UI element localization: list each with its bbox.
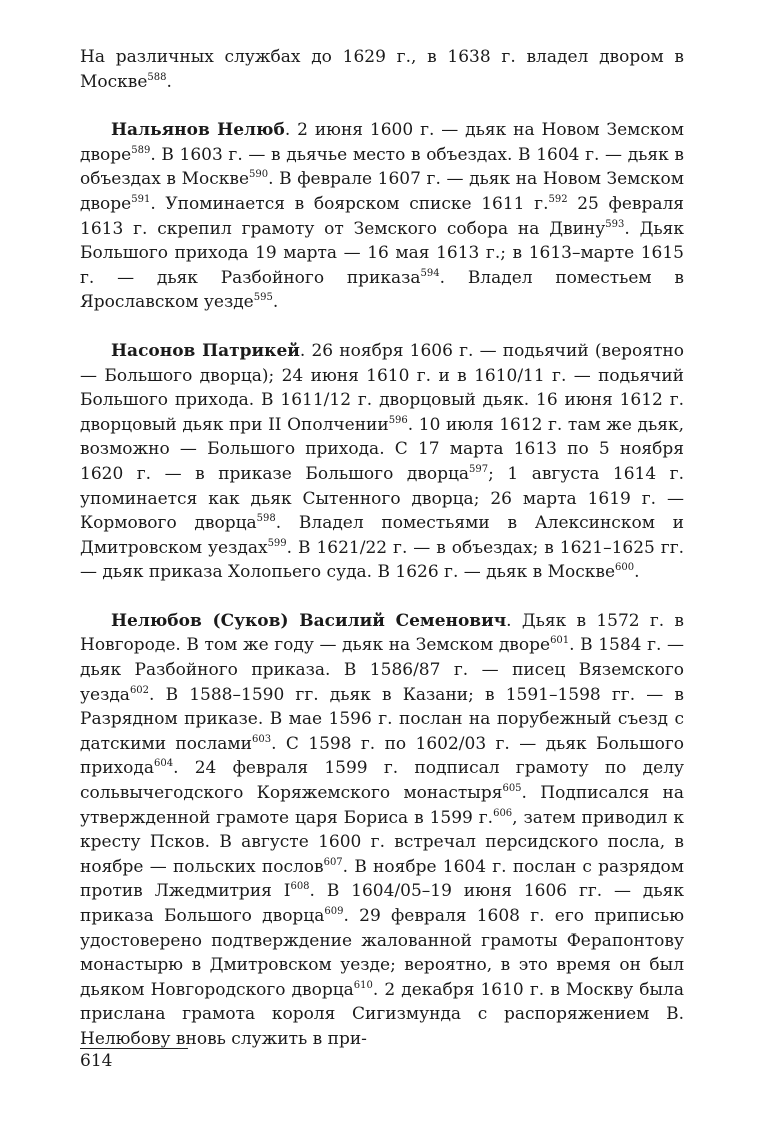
entry-name: Нелюбов (Суков) Василий Семенович (111, 610, 507, 631)
text-run: . Владел поместьями в Алексинском и Дмитровском уездах (80, 513, 684, 558)
footnote-ref: 605 (502, 783, 522, 795)
text-run: . (272, 292, 279, 313)
entry-paragraph (80, 609, 684, 1052)
text-run: . В 1621/22 г. — в объездах; в 1621–1625 гг. — дьяк приказа Холопьего суда. В 1626 г. — дьяк в Москве (80, 537, 685, 583)
footnote-ref: 606 (493, 807, 513, 819)
text-run: , затем приводил к кресту Псков. В августе 1600 г. встречал персидского посла, в ноябре — польских послов (80, 807, 684, 877)
text-run: 25 февраля 1613 г. скрепил грамоту от Земского собора на Двину (80, 193, 685, 239)
text-run: . Подписался на утвержденной грамоте царя Бориса в 1599 г. (80, 783, 684, 828)
footnote-ref: 593 (605, 218, 625, 230)
footnote-ref: 590 (249, 169, 269, 181)
entry-body (80, 611, 684, 1049)
body-text (80, 45, 684, 1052)
footnote-ref: 601 (550, 635, 570, 647)
footer-divider (80, 1048, 188, 1049)
page-number: 614 (80, 1051, 113, 1071)
footnote-ref: 591 (131, 193, 151, 205)
footnote-ref: 603 (252, 733, 272, 745)
intro-paragraph (80, 45, 684, 94)
footnote-ref: 595 (253, 292, 273, 304)
text-run: . В 1584 г. — дьяк Разбойного приказа. В 1586/87 г. — писец Вяземского уезда (80, 635, 684, 705)
text-run: . Упоминается в боярском списке 1611 г. (150, 193, 549, 214)
text-run: . (634, 562, 640, 583)
footnote-ref: 588 (147, 71, 167, 83)
text-run: . В ноябре 1604 г. послан с разрядом против Лжедмитрия I (80, 856, 684, 902)
text-run: . 29 февраля 1608 г. его приписью удостоверено подтверждение жалованной грамоты Ферапонтову монастырю в Дмитровском уезде; вероятно, в это время он был дьяком Новгородского дворца (80, 906, 684, 1000)
text-run: . В феврале 1607 г. — дьяк на Новом Земском дворе (80, 169, 685, 214)
footnote-ref: 592 (548, 193, 568, 205)
entry-body (80, 120, 684, 312)
text-run: . Владел поместьем в Ярославском уезде (80, 267, 684, 313)
text-run: ; 1 августа 1614 г. упоминается как дьяк Сытенного дворца; 26 марта 1619 г. — Кормового дворца (80, 463, 684, 534)
text-run: . В 1588–1590 гг. дьяк в Казани; в 1591–1598 гг. — в Разрядном приказе. В мае 1596 г. послан на порубежный съезд с датскими послами (80, 684, 684, 754)
text-run: . 24 февраля 1599 г. подписал грамоту по делу сольвычегодского Коряжемского монастыря (80, 758, 684, 804)
footnote-ref: 599 (267, 537, 287, 549)
text-run: . Дьяк в 1572 г. в Новгороде. В том же году — дьяк на Земском дворе (80, 610, 684, 656)
text-run: . С 1598 г. по 1602/03 г. — дьяк Большого прихода (80, 733, 684, 779)
footnote-ref: 610 (353, 979, 373, 991)
footnote-ref: 589 (131, 144, 151, 156)
text-run: . 26 ноября 1606 г. — подьячий (вероятно — Большого дворца); 24 июня 1610 г. и в 1610/11 г. — подьячий Большого прихода. В 1611/12 г. дворцовый дьяк. 16 июня 1612 г. дворцовый дьяк при II Ополчении (80, 340, 684, 435)
text-run: . (166, 71, 172, 92)
footnote-ref: 602 (129, 684, 150, 696)
entry-paragraph (80, 118, 684, 315)
footnote-ref: 594 (420, 267, 440, 279)
text-run: . В 1604/05–19 июня 1606 гг. — дьяк приказа Большого дворца (80, 881, 684, 926)
text-run: . Дьяк Большого прихода 19 марта — 16 мая 1613 г.; в 1613–марте 1615 г. — дьяк Разбойного приказа (80, 218, 685, 288)
text-run: . 2 декабря 1610 г. в Москву была прислана грамота короля Сигизмунда с распоряжением В. Нелюбову вновь служить в при- (80, 979, 684, 1049)
footnote-ref: 609 (324, 906, 344, 917)
text-run: На различных службах до 1629 г., в 1638 г. владел двором в Москве (80, 47, 684, 92)
entry-paragraph (80, 339, 684, 585)
footnote-ref: 597 (469, 463, 489, 475)
entry-body (80, 341, 684, 582)
footnote-ref: 598 (256, 513, 276, 525)
text-run: . 2 июня 1600 г. — дьяк на Новом Земском дворе (80, 120, 684, 165)
text-run: . 10 июля 1612 г. там же дьяк, возможно — Большого прихода. С 17 марта 1613 по 5 ноября 1620 г. — в приказе Большого дворца (80, 414, 684, 484)
footnote-ref: 604 (153, 758, 174, 770)
footnote-ref: 596 (388, 414, 408, 426)
footnote-ref: 608 (290, 881, 310, 893)
entry-name: Насонов Патрикей (111, 340, 300, 361)
entry-name: Нальянов Нелюб (111, 120, 285, 141)
footnote-ref: 600 (615, 562, 635, 574)
footnote-ref: 607 (323, 856, 343, 868)
text-run: . В 1603 г. — в дьячье место в объездах. В 1604 г. — дьяк в объездах в Москве (80, 144, 684, 190)
